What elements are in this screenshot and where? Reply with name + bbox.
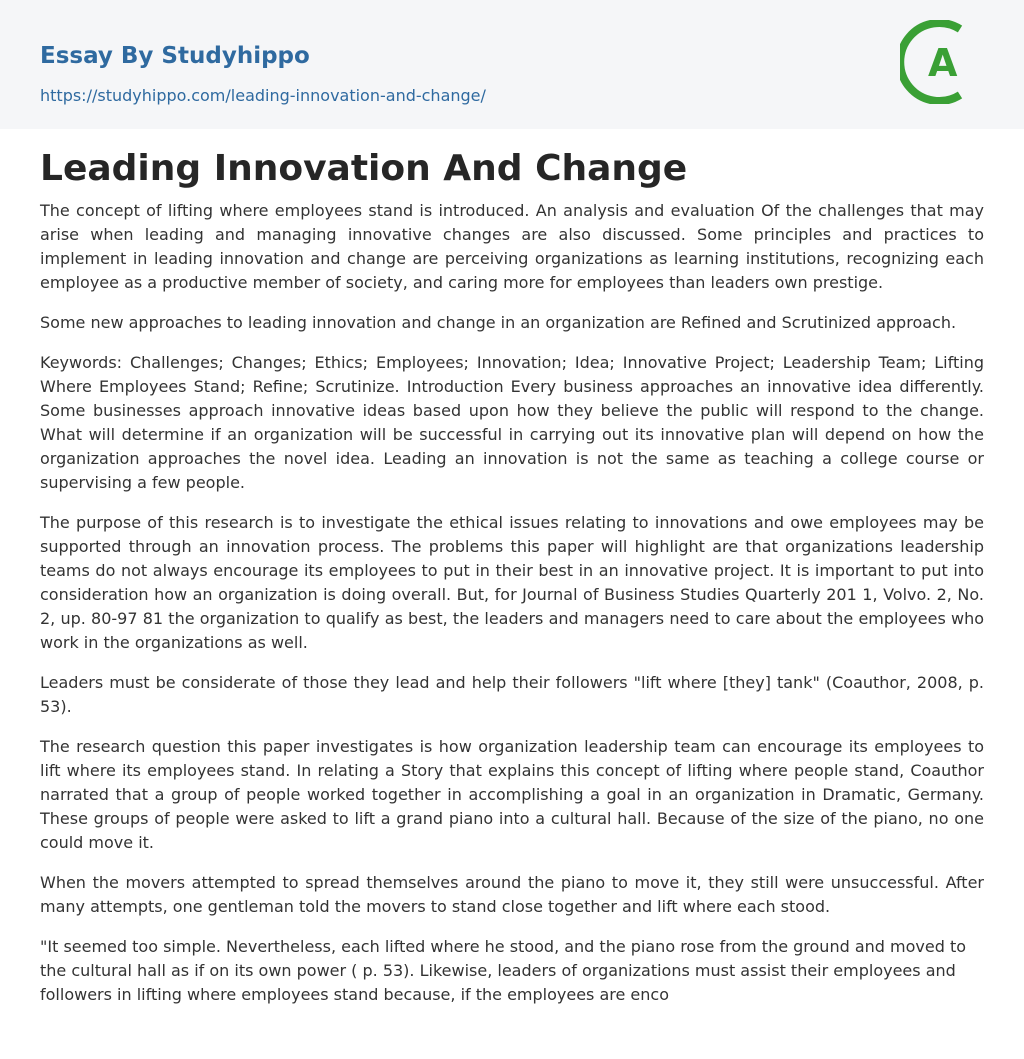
- article-paragraph: Keywords: Challenges; Changes; Ethics; Employees; Innovation; Idea; Innovative Project; Leadership Team; Lifting Where Employees Stand; Refine; Scrutinize. Introduction Every business approaches an innovative idea differently. Some businesses approach innovative ideas based upon how they believe the public will respond to the change. What will determine if an organization will be successful in carrying out its innovative plan will depend on how the organization approaches the novel idea. Leading an innovation is not the same as teaching a college course or supervising a few people.: [40, 353, 984, 492]
- article-paragraph: The concept of lifting where employees stand is introduced. An analysis and evaluation Of the challenges that may arise when leading and managing innovative changes are also discussed. Some principles and practices to implement in leading innovation and change are perceiving organizations as learning institutions, recognizing each employee as a productive member of society, and caring more for employees than leaders own prestige.: [40, 201, 984, 292]
- studyhippo-logo-icon[interactable]: [900, 20, 984, 104]
- article-paragraph: Leaders must be considerate of those they lead and help their followers "lift where [they] tank" (Coauthor, 2008, p. 53).: [40, 673, 984, 716]
- page-title: Leading Innovation And Change: [40, 148, 688, 189]
- article-body: [0, 129, 1024, 1007]
- article-paragraph: The research question this paper investigates is how organization leadership team can encourage its employees to lift where its employees stand. In relating a Story that explains this concept of lifting where people stand, Coauthor narrated that a group of people worked together in accomplishing a goal in an organization in Dramatic, Germany. These groups of people were asked to lift a grand piano into a cultural hall. Because of the size of the piano, no one could move it.: [40, 737, 984, 852]
- site-header: [0, 0, 1024, 129]
- article-paragraph: When the movers attempted to spread themselves around the piano to move it, they still were unsuccessful. After many attempts, one gentleman told the movers to stand close together and lift where each stood.: [40, 873, 984, 916]
- article-paragraph: The purpose of this research is to investigate the ethical issues relating to innovations and owe employees may be supported through an innovation process. The problems this paper will highlight are that organizations leadership teams do not always encourage its employees to put in their best in an innovative project. It is important to put into consideration how an organization is doing overall. But, for Journal of Business Studies Quarterly 201 1, Volvo. 2, No. 2, up. 80-97 81 the organization to qualify as best, the leaders and managers need to care about the employees who work in the organizations as well.: [40, 513, 984, 652]
- article-paragraph: Some new approaches to leading innovation and change in an organization are Refined and Scrutinized approach.: [40, 313, 957, 332]
- article-paragraph: "It seemed too simple. Nevertheless, each lifted where he stood, and the piano rose from the ground and moved to the cultural hall as if on its own power ( p. 53). Likewise, leaders of organizations must assist their employees and followers in lifting where employees stand because, if the employees are enco: [40, 937, 967, 1004]
- logo-letter: A: [928, 41, 958, 85]
- article-paragraphs: [40, 199, 984, 1007]
- article-url-link[interactable]: https://studyhippo.com/leading-innovation-and-change/: [40, 86, 486, 105]
- brand-name[interactable]: Essay By Studyhippo: [40, 43, 310, 69]
